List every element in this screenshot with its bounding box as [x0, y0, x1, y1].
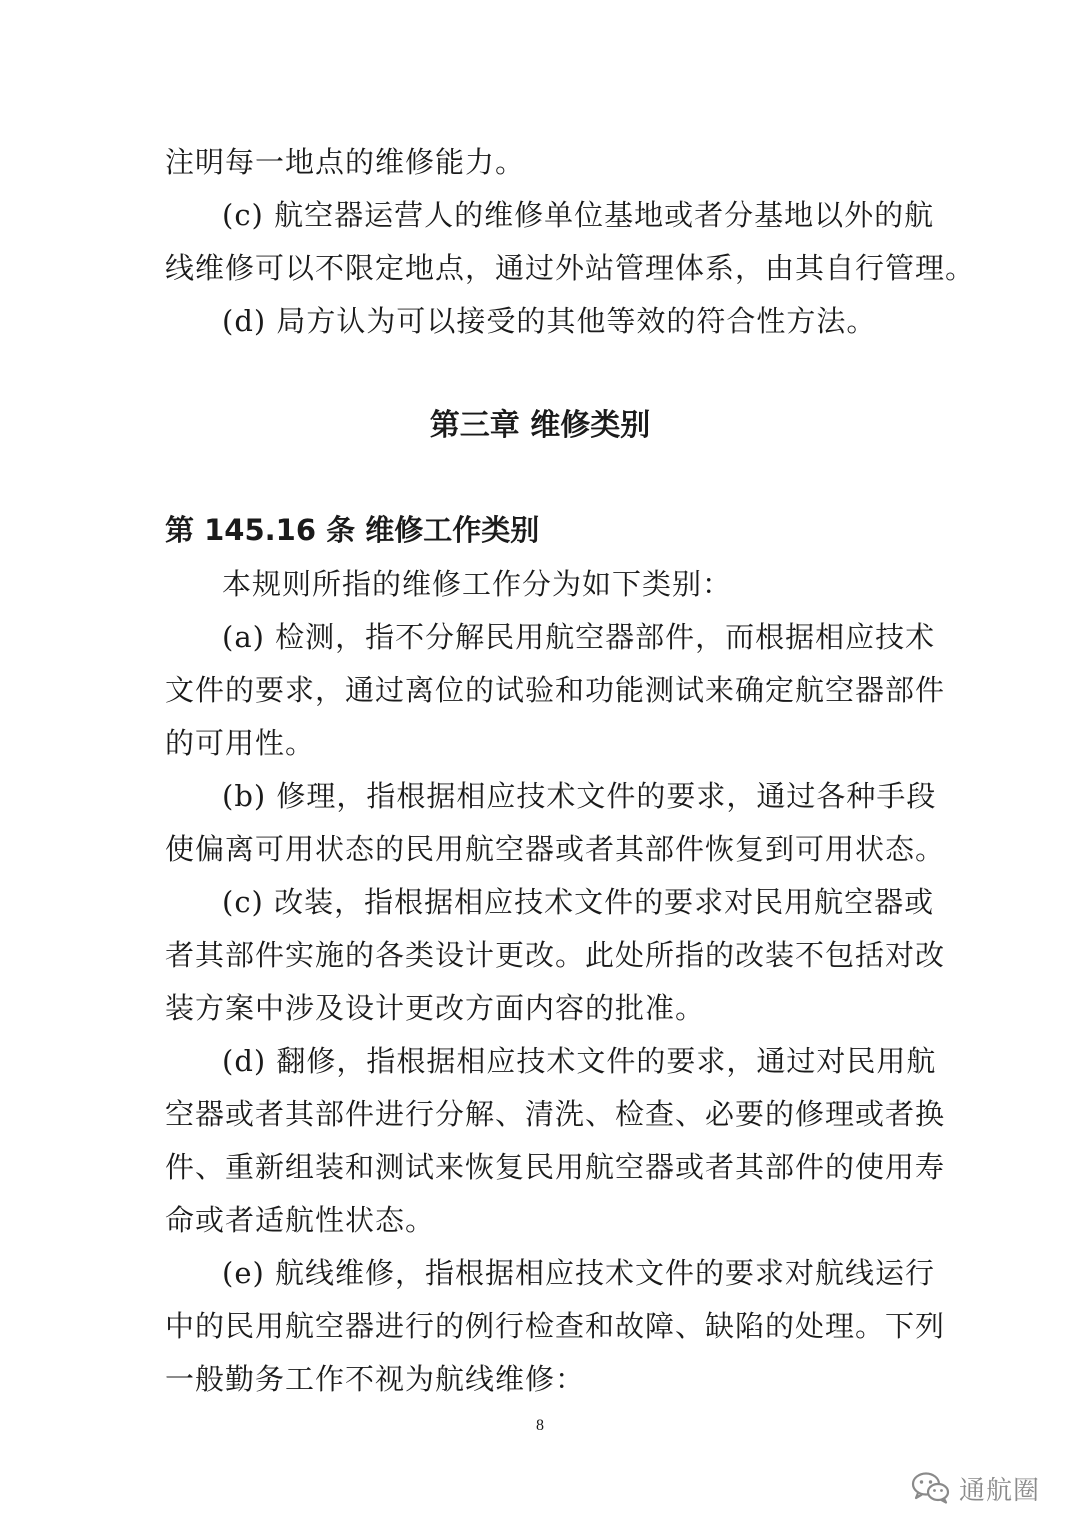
- article-title: 第 145.16 条 维修工作类别: [165, 513, 540, 547]
- chapter-title: 第三章 维修类别: [429, 408, 651, 443]
- body-line: 注明每一地点的维修能力。: [165, 145, 526, 179]
- body-line: 件、重新组装和测试来恢复民用航空器或者其部件的使用寿: [165, 1150, 946, 1184]
- body-line: 使偏离可用状态的民用航空器或者其部件恢复到可用状态。: [165, 832, 946, 866]
- body-line: (d) 翻修，指根据相应技术文件的要求，通过对民用航: [222, 1044, 937, 1078]
- body-line: (b) 修理，指根据相应技术文件的要求，通过各种手段: [222, 779, 937, 813]
- body-line: (a) 检测，指不分解民用航空器部件，而根据相应技术: [222, 620, 936, 654]
- body-line: 者其部件实施的各类设计更改。此处所指的改装不包括对改: [165, 938, 946, 972]
- body-line: 本规则所指的维修工作分为如下类别：: [222, 567, 733, 601]
- body-line: (c) 航空器运营人的维修单位基地或者分基地以外的航: [222, 198, 935, 232]
- watermark: [911, 1466, 1040, 1510]
- body-line: 文件的要求，通过离位的试验和功能测试来确定航空器部件: [165, 673, 946, 707]
- watermark-text: 通航圈: [958, 1475, 1040, 1506]
- body-line: 的可用性。: [165, 726, 316, 760]
- body-line: (d) 局方认为可以接受的其他等效的符合性方法。: [222, 304, 877, 338]
- body-line: 装方案中涉及设计更改方面内容的批准。: [165, 991, 706, 1025]
- body-line: 一般勤务工作不视为航线维修：: [165, 1362, 586, 1396]
- body-line: 空器或者其部件进行分解、清洗、检查、必要的修理或者换: [165, 1097, 946, 1131]
- wechat-icon: [911, 1471, 951, 1505]
- body-line: 中的民用航空器进行的例行检查和故障、缺陷的处理。下列: [165, 1309, 946, 1343]
- body-line: (c) 改装，指根据相应技术文件的要求对民用航空器或: [222, 885, 935, 919]
- page-number: 8: [536, 1417, 544, 1434]
- body-line: 线维修可以不限定地点，通过外站管理体系，由其自行管理。: [165, 251, 976, 285]
- body-line: 命或者适航性状态。: [165, 1203, 436, 1237]
- body-line: (e) 航线维修，指根据相应技术文件的要求对航线运行: [222, 1256, 936, 1290]
